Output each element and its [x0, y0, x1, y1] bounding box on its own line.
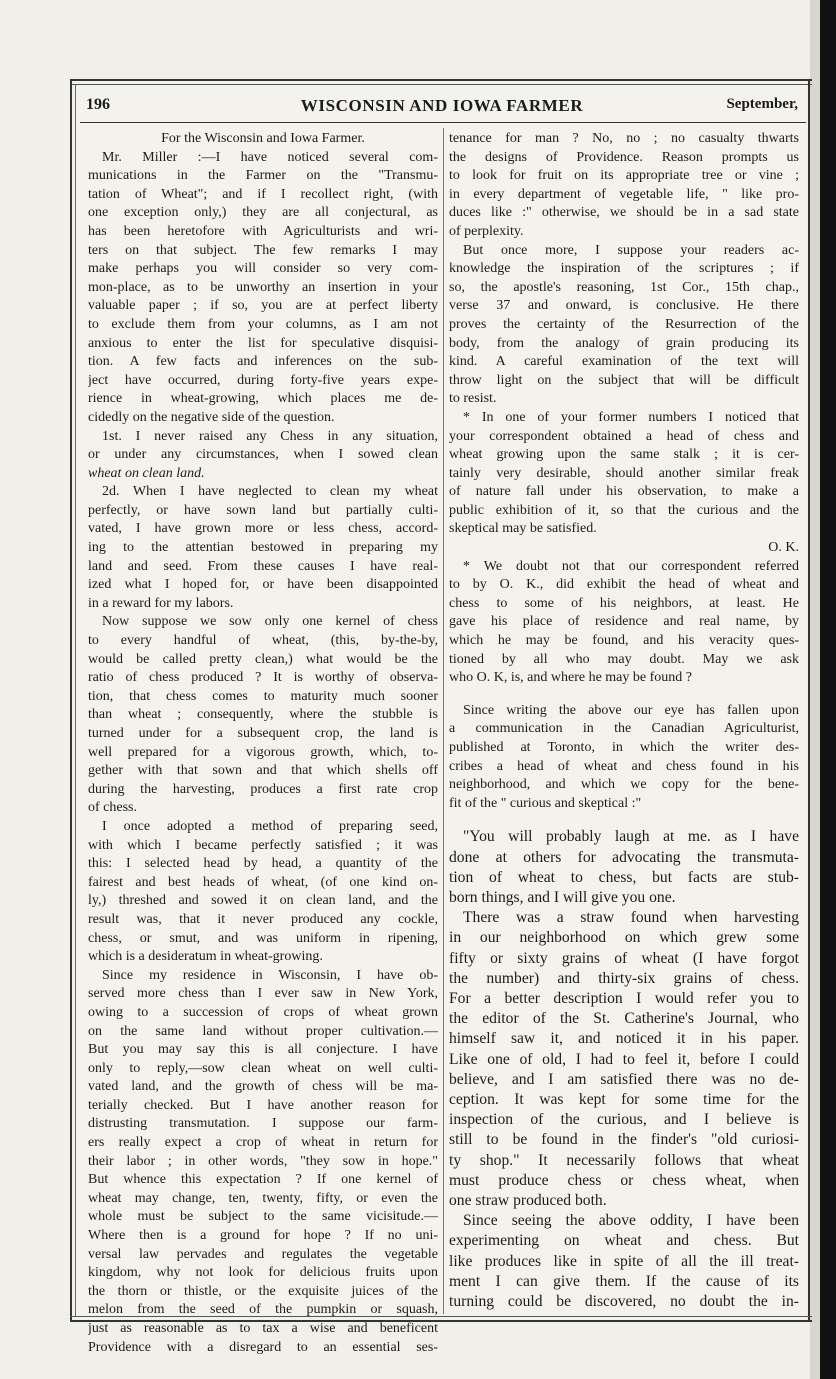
text-line: only to reply,—sow clean wheat on well culti-: [88, 1060, 438, 1076]
text-line: tainly very desirable, should another similar freak: [449, 465, 799, 481]
text-line: vated land, and the growth of chess will be ma-: [88, 1079, 438, 1095]
text-line: Now suppose we sow only one kernel of chess: [102, 614, 438, 630]
editor-note-line: which he may be found, and his veracity ques-: [449, 633, 799, 649]
text-line: published at Toronto, in which the writer des-: [449, 740, 799, 755]
column-divider: [443, 128, 444, 1314]
text-line: to every handful of wheat, (this, by-the-by,: [88, 633, 438, 649]
text-line: ters on that subject. The few remarks I may: [88, 242, 438, 258]
header-rule: [80, 122, 806, 123]
text-line: the designs of Providence. Reason prompts us: [449, 149, 799, 165]
paragraph-gap: [449, 813, 799, 827]
text-line: wheat on clean land.: [88, 465, 205, 481]
scan-edge: [820, 0, 836, 1379]
text-line: ers really expect a crop of wheat in return for: [88, 1135, 438, 1151]
text-line: just as reasonable as to tax a wise and beneficent: [88, 1321, 438, 1336]
text-line: 2d. When I have neglected to clean my wheat: [102, 484, 438, 500]
text-line: of nature fall under his observation, to make a: [449, 484, 799, 500]
quote-line: born things, and I will give you one.: [449, 888, 676, 906]
text-line: Providence with a disregard to an essential ses-: [88, 1339, 438, 1355]
text-line: cribes a head of wheat and chess found in his: [449, 758, 799, 774]
quoted-letter: [449, 827, 799, 1312]
text-line: ject have occurred, during forty-five years expe-: [88, 372, 438, 388]
quote-line: in our neighborhood on which grew some: [449, 929, 799, 947]
text-line: Where then is a ground for hope ? If no uni-: [88, 1228, 438, 1244]
quote-line: the editor of the St. Catherine's Journal, who: [449, 1010, 799, 1028]
border-rule: [75, 84, 76, 1316]
quote-line: still to be found in the finder's "old curiosi-: [449, 1131, 799, 1149]
text-line: But whence this expectation ? If one kernel of: [88, 1172, 438, 1188]
border-rule: [70, 80, 72, 1320]
text-line: so, the apostle's reasoning, 1st Cor., 15th chap.,: [449, 279, 799, 295]
text-line: fairest and best heads of wheat, (of one kind on-: [88, 874, 438, 890]
quote-line: inspection of the curious, and I believe is: [449, 1111, 799, 1129]
text-line: public exhibition of it, so that the curious and the: [449, 502, 799, 518]
text-line: 1st. I never raised any Chess in any situation,: [102, 428, 438, 444]
text-line: whole must be subject to the same vicisitude.—: [88, 1209, 438, 1225]
text-line: versal law pervades and regulates the vegetable: [88, 1246, 438, 1262]
paragraph-gap: [449, 688, 799, 702]
quote-line: like produces like in spite of all the ill treat-: [449, 1252, 799, 1270]
text-line: tion. A few facts and inferences on the sub-: [88, 354, 438, 370]
quote-line: fifty or sixty grains of wheat (I have forgot: [449, 949, 799, 967]
text-line: * In one of your former numbers I noticed that: [463, 409, 799, 425]
border-rule: [70, 79, 812, 81]
text-line: skeptical may be satisfied.: [449, 521, 597, 537]
text-line: munications in the Farmer on the "Transmu-: [88, 168, 438, 184]
text-line: chess, or smut, and was uniform in ripening,: [88, 930, 438, 946]
quote-line: Like one of old, I had to feel it, before I could: [449, 1050, 799, 1068]
editor-note-line: tioned by all who may doubt. May we ask: [449, 651, 799, 667]
quote-line: ception. It was kept for some time for the: [449, 1091, 799, 1109]
text-line: Since my residence in Wisconsin, I have ob-: [102, 967, 438, 983]
text-line: gether with that sown and that which shells off: [88, 763, 438, 779]
text-line: make perhaps you will consider so very com-: [88, 261, 438, 277]
editor-note-line: to by O. K., did exhibit the head of wheat and: [449, 577, 799, 593]
text-line: tenance for man ? No, no ; no casualty thwarts: [449, 131, 799, 146]
text-line: turned under for a subsequent crop, the land is: [88, 726, 438, 741]
quote-line: done at others for advocating the transmuta-: [449, 848, 799, 866]
text-line: But once more, I suppose your readers ac-: [463, 242, 799, 258]
border-rule: [70, 84, 812, 85]
text-line: Mr. Miller :—I have noticed several com-: [102, 149, 438, 165]
text-line: this: I selected head by head, a quantity of the: [88, 856, 438, 872]
text-line: to exclude them from your columns, as I am not: [88, 316, 438, 332]
editor-note-line: gave his place of residence and real name, by: [449, 614, 799, 630]
page-number: 196: [86, 96, 110, 113]
text-line: kingdom, why not look for delicious fruits upon: [88, 1265, 438, 1281]
page-header: [86, 96, 798, 120]
text-line: result was, that it never produced any cockle,: [88, 911, 438, 927]
text-line: duces like :" otherwise, we should be in a sad state: [449, 205, 799, 221]
quote-line: ment I can give them. If the cause of its: [449, 1272, 799, 1290]
text-line: to look for fruit on its appropriate tree or vine ;: [449, 168, 799, 184]
text-line: in a reward for my labors.: [88, 595, 234, 611]
text-line: throw light on the subject that will be difficult: [449, 372, 799, 388]
quote-line: experimenting on wheat and chess. But: [449, 1232, 799, 1250]
text-line: their labor ; in other words, "they sow in hope.": [88, 1153, 438, 1169]
text-line: distrusting transmutation. I suppose our farm-: [88, 1116, 438, 1132]
text-line: ratio of chess produced ? It is worthy of observa-: [88, 670, 438, 686]
editor-note-line: chess to some of his neighbors, at least. He: [449, 595, 799, 611]
text-line: tion, that chess comes to maturity much sooner: [88, 688, 438, 704]
text-line: your correspondent obtained a head of chess and: [449, 428, 799, 444]
text-line: served more chess than I ever saw in New York,: [88, 986, 438, 1002]
text-line: kind. A careful examination of the text will: [449, 354, 799, 370]
quote-line: himself saw it, and noticed it in his paper.: [449, 1030, 799, 1048]
quote-line: For a better description I would refer you to: [449, 990, 799, 1007]
text-line: would be called pretty clean,) what would be the: [88, 651, 438, 667]
signature: O. K.: [768, 540, 799, 556]
quote-line: one straw produced both.: [449, 1192, 607, 1210]
text-line: to resist.: [449, 391, 497, 407]
text-line: I once adopted a method of preparing seed,: [102, 818, 438, 834]
text-line: or under any circumstances, when I sowed clean: [88, 447, 438, 463]
text-line: with which I became perfectly satisfied ; it was: [88, 837, 438, 853]
article-source: For the Wisconsin and Iowa Farmer.: [161, 131, 365, 146]
text-line: in every department of vegetable life, " like pro-: [449, 186, 799, 202]
scan-gutter-strip: [810, 0, 820, 1379]
text-line: But you may say this is all conjecture. I have: [88, 1042, 438, 1058]
text-line: of perplexity.: [449, 223, 524, 239]
text-line: ized what I hoped for, or have been disappointed: [88, 577, 438, 593]
text-line: anxious to enter the list for speculative disquisi-: [88, 335, 438, 351]
quote-line: tion of wheat to chess, but facts are stub-: [449, 868, 799, 886]
text-line: perfectly, or have sown land but partially culti-: [88, 502, 438, 518]
text-line: has been heretofore with Agriculturists and wri-: [88, 223, 438, 239]
text-line: mon-place, as to be unworthy an insertion in your: [88, 279, 438, 295]
text-line: a communication in the Canadian Agriculturist,: [449, 721, 799, 737]
text-line: land and seed. From these causes I have real-: [88, 558, 438, 574]
text-line: wheat growing upon the same stalk ; it is cer-: [449, 447, 799, 463]
text-line: melon from the seed of the pumpkin or squash,: [88, 1302, 438, 1318]
text-line: of chess.: [88, 800, 137, 816]
text-line: wheat may change, ten, twenty, fifty, or even the: [88, 1190, 438, 1206]
text-line: one exception only,) they are all conjectural, as: [88, 205, 438, 221]
text-line: verse 37 and onward, is conclusive. He there: [449, 298, 799, 314]
text-line: owing to a succession of crops of wheat grown: [88, 1004, 438, 1020]
right-column: [449, 130, 799, 1312]
text-line: fit of the " curious and skeptical :": [449, 795, 642, 811]
editor-note-line: who O. K, is, and where he may be found ?: [449, 670, 692, 686]
quote-line: There was a straw found when harvesting: [463, 909, 799, 927]
text-line: ly,) threshed and sowed it on clean land, and the: [88, 893, 438, 909]
quote-line: the number) and thirty-six grains of chess.: [449, 969, 799, 987]
quote-line: must produce chess or chess wheat, when: [449, 1171, 799, 1189]
border-rule: [808, 80, 810, 1320]
text-line: than wheat ; consequently, where the stubble is: [88, 707, 438, 723]
quote-line: Since seeing the above oddity, I have been: [463, 1212, 799, 1230]
text-line: cidedly on the negative side of the question.: [88, 409, 335, 425]
text-line: body, from the analogy of grain producing its: [449, 335, 799, 351]
text-line: which is a desideratum in wheat-growing.: [88, 949, 323, 965]
editor-note-line: * We doubt not that our correspondent referred: [463, 558, 799, 574]
quote-line: ty shop." It necessarily follows that wheat: [449, 1151, 799, 1169]
text-line: neighborhood, and which we copy for the bene-: [449, 777, 799, 793]
text-line: the thorn or thistle, or the exquisite juices of the: [88, 1283, 438, 1299]
left-column: [88, 130, 438, 1357]
text-line: on the same land without proper cultivation.—: [88, 1023, 438, 1039]
text-line: rience in wheat-growing, which places me de-: [88, 391, 438, 407]
issue-month: September,: [726, 96, 798, 112]
text-line: ing to the attentian bestowed in preparing my: [88, 540, 438, 556]
quote-line: believe, and I am satisfied there was no de-: [449, 1070, 799, 1088]
text-line: valuable paper ; if so, you are at perfect liberty: [88, 298, 438, 314]
text-line: proves the certainty of the Resurrection of the: [449, 316, 799, 332]
text-line: tation of Wheat"; and if I recollect right, (with: [88, 186, 438, 202]
text-line: during the harvesting, produces a first rate crop: [88, 781, 438, 797]
quote-line: turning could be discovered, no doubt the in-: [449, 1293, 799, 1311]
text-line: knowledge the inspiration of the scriptures ; if: [449, 261, 799, 277]
text-line: Since writing the above our eye has fallen upon: [463, 702, 799, 718]
publication-title: WISCONSIN AND IOWA FARMER: [300, 96, 584, 115]
text-line: well prepared for a vigorous growth, which, to-: [88, 744, 438, 760]
quote-line: "You will probably laugh at me. as I have: [463, 828, 799, 846]
text-line: vated, I have grown more or less chess, accord-: [88, 521, 438, 537]
text-line: terially checked. But I have another reason for: [88, 1097, 438, 1113]
